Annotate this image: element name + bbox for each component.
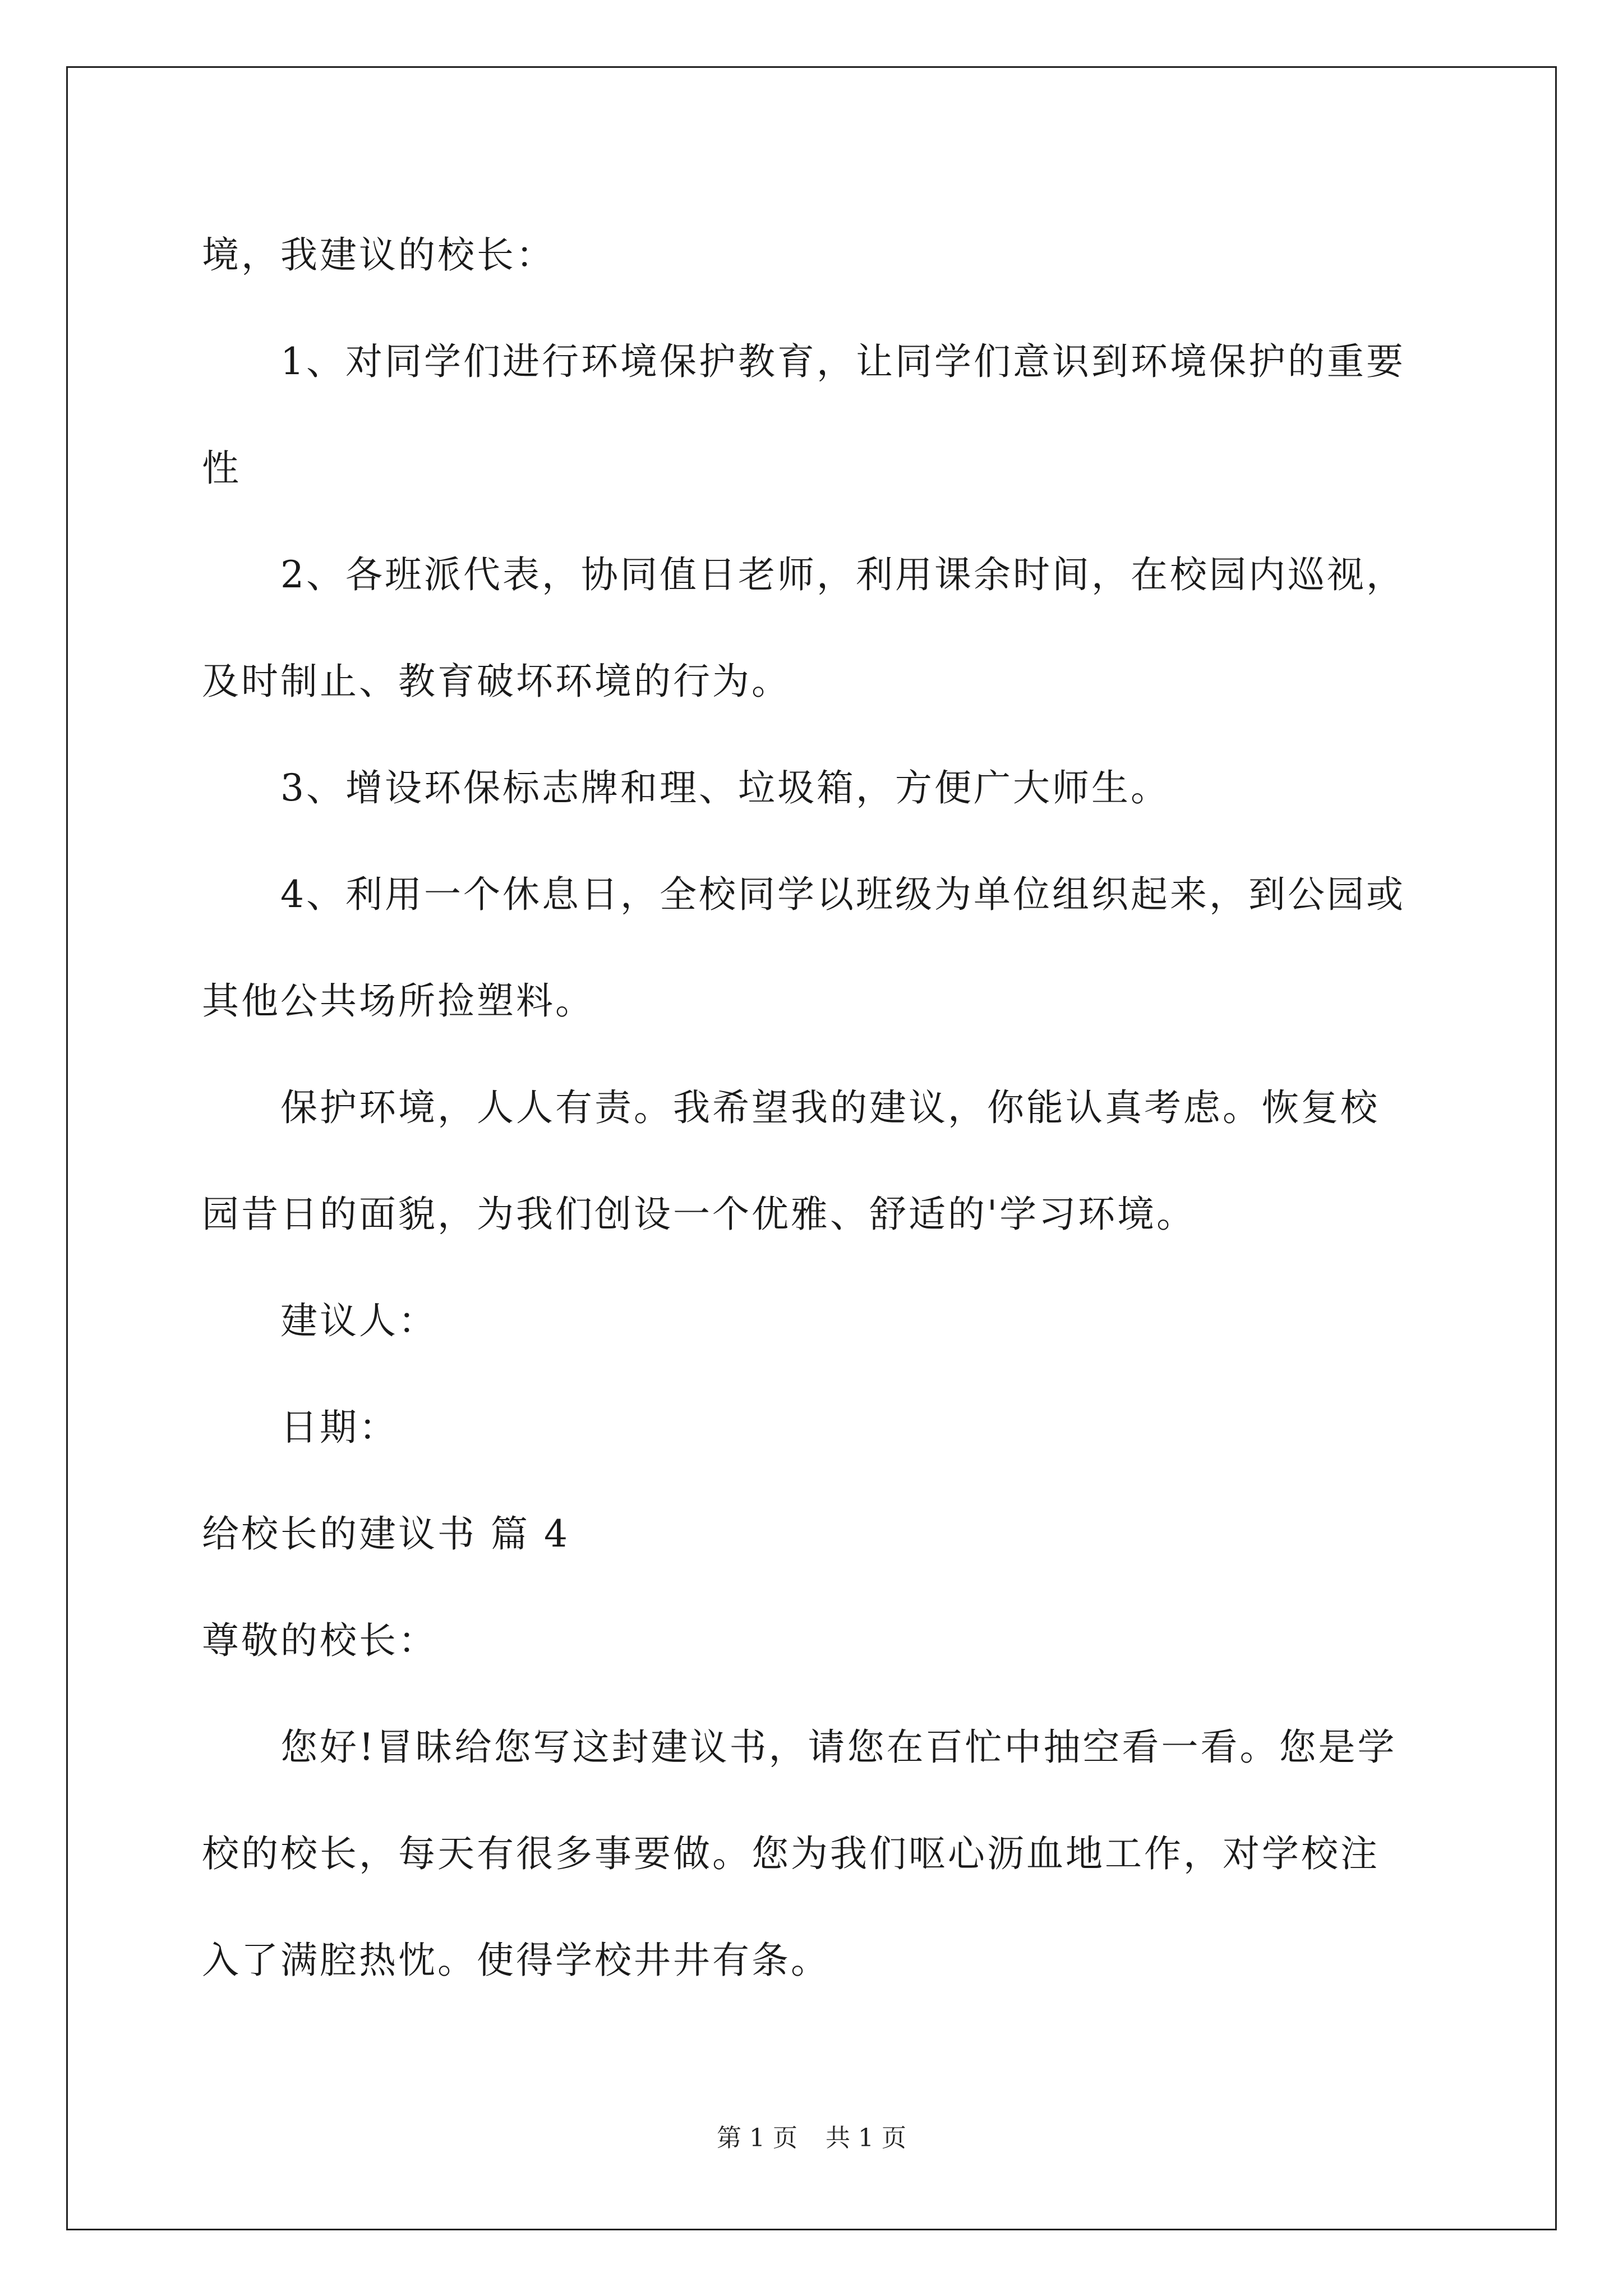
text-line: 2、各班派代表，协同值日老师，利用课余时间，在校园内巡视，	[280, 553, 1405, 596]
text-line: 性	[202, 447, 241, 490]
text-line: 日期：	[280, 1406, 398, 1449]
page-number: 第 1 页	[717, 2124, 797, 2152]
text-line: 其他公共场所捡塑料。	[202, 979, 594, 1023]
page-total: 共 1 页	[826, 2124, 906, 2152]
text-line: 境，我建议的校长：	[202, 233, 555, 277]
page-border	[66, 66, 1557, 2230]
text-line: 您好!冒昧给您写这封建议书，请您在百忙中抽空看一看。您是学	[280, 1726, 1397, 1769]
page-footer	[0, 2126, 1623, 2151]
text-line: 4、利用一个休息日，全校同学以班级为单位组织起来，到公园或	[280, 873, 1405, 916]
text-line: 校的校长，每天有很多事要做。您为我们呕心沥血地工作，对学校注	[202, 1832, 1380, 1875]
text-line: 保护环境，人人有责。我希望我的建议，你能认真考虑。恢复校	[280, 1086, 1380, 1129]
text-line: 园昔日的面貌，为我们创设一个优雅、舒适的'学习环境。	[202, 1193, 1196, 1236]
text-line: 1、对同学们进行环境保护教育，让同学们意识到环境保护的重要	[280, 340, 1405, 383]
section-heading: 给校长的建议书 篇 4	[202, 1512, 570, 1556]
text-line: 3、增设环保标志牌和理、垃圾箱，方便广大师生。	[280, 766, 1170, 809]
text-line: 建议人：	[280, 1299, 437, 1342]
text-line: 入了满腔热忱。使得学校井井有条。	[202, 1939, 830, 1982]
salutation: 尊敬的校长：	[202, 1619, 437, 1662]
text-line: 及时制止、教育破坏环境的行为。	[202, 660, 791, 703]
